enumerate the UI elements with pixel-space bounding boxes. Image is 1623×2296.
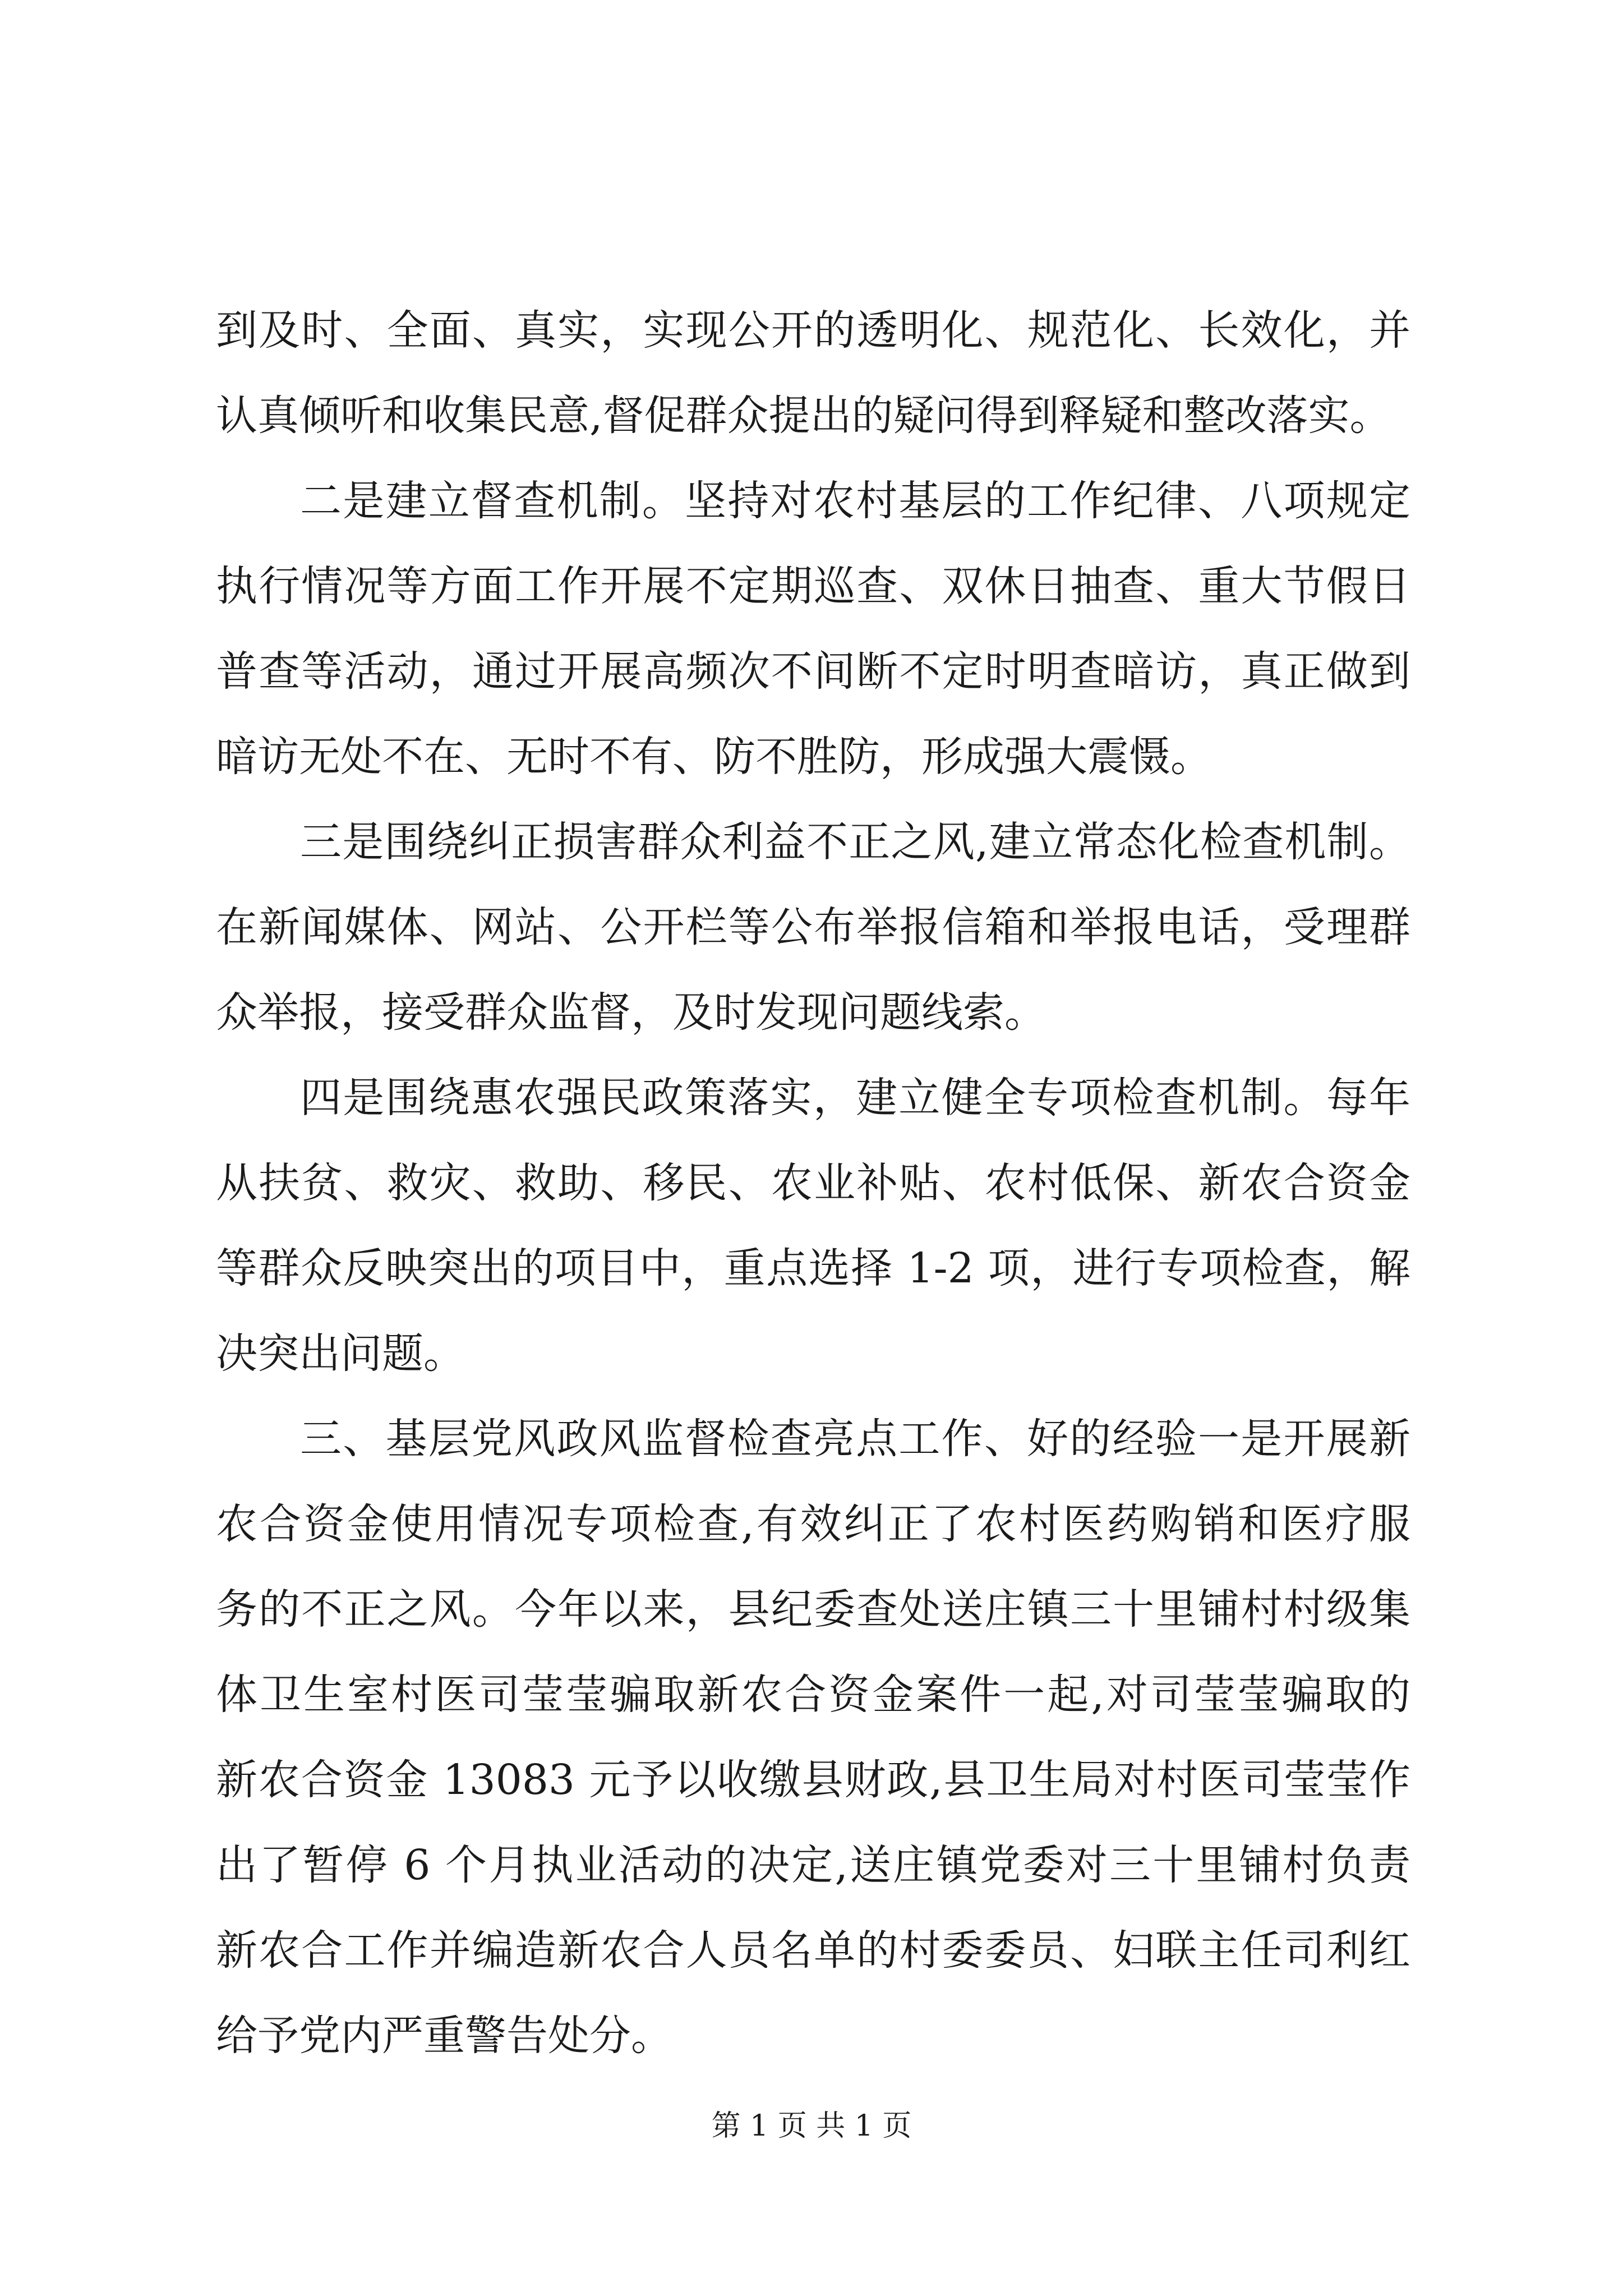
document-body	[216, 303, 1410, 2093]
text-line: 暗访无处不在、无时不有、防不胜防，形成强大震慑。	[216, 733, 1212, 781]
text-line: 农合资金使用情况专项检查,有效纠正了农村医药购销和医疗服	[216, 1500, 1410, 1548]
text-line: 给予党内严重警告处分。	[216, 2012, 672, 2060]
text-line: 新农合工作并编造新农合人员名单的村委委员、妇联主任司利红	[216, 1926, 1410, 1975]
text-line: 等群众反映突出的项目中，重点选择 1-2 项，进行专项检查，解	[216, 1244, 1410, 1292]
text-line: 认真倾听和收集民意,督促群众提出的疑问得到释疑和整改落实。	[216, 392, 1391, 440]
text-line: 到及时、全面、真实，实现公开的透明化、规范化、长效化，并	[216, 306, 1410, 355]
page-footer: 第 1 页 共 1 页	[711, 2109, 912, 2143]
text-line: 体卫生室村医司莹莹骗取新农合资金案件一起,对司莹莹骗取的	[216, 1671, 1410, 1719]
text-line: 三、基层党风政风监督检查亮点工作、好的经验一是开展新	[300, 1415, 1410, 1463]
text-line: 务的不正之风。今年以来，县纪委查处送庄镇三十里铺村村级集	[216, 1585, 1410, 1634]
text-line: 新农合资金 13083 元予以收缴县财政,县卫生局对村医司莹莹作	[216, 1756, 1410, 1804]
text-line: 在新闻媒体、网站、公开栏等公布举报信箱和举报电话，受理群	[216, 903, 1410, 951]
text-line: 二是建立督查机制。坚持对农村基层的工作纪律、八项规定	[300, 477, 1410, 525]
text-line: 执行情况等方面工作开展不定期巡查、双休日抽查、重大节假日	[216, 562, 1410, 610]
text-line: 普查等活动，通过开展高频次不间断不定时明查暗访，真正做到	[216, 647, 1410, 696]
text-line: 三是围绕纠正损害群众利益不正之风,建立常态化检查机制。	[300, 818, 1410, 866]
text-line: 出了暂停 6 个月执业活动的决定,送庄镇党委对三十里铺村负责	[216, 1841, 1410, 1889]
text-line: 从扶贫、救灾、救助、移民、农业补贴、农村低保、新农合资金	[216, 1159, 1410, 1207]
text-line: 决突出问题。	[216, 1329, 465, 1378]
text-line: 众举报，接受群众监督，及时发现问题线索。	[216, 988, 1046, 1037]
text-line: 四是围绕惠农强民政策落实，建立健全专项检查机制。每年	[300, 1074, 1410, 1122]
